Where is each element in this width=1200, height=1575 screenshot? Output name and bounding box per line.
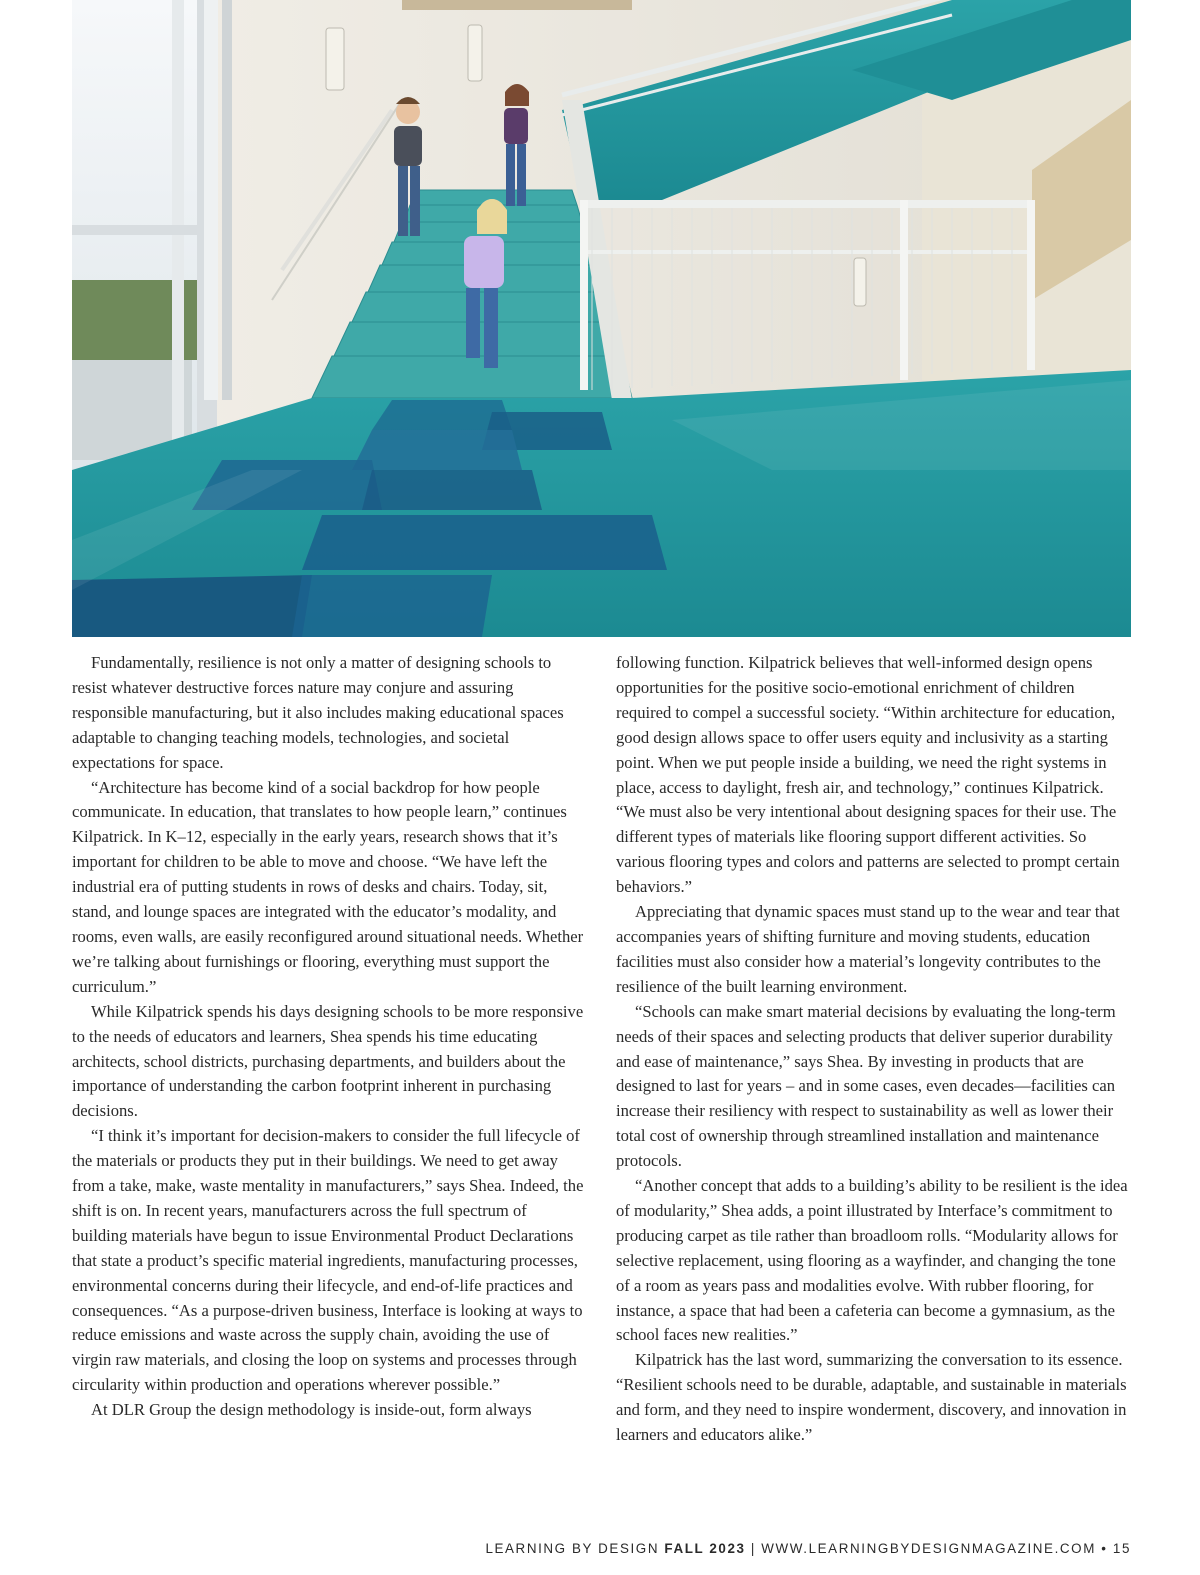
child-figure-1	[394, 97, 422, 236]
paragraph: At DLR Group the design methodology is inside-out, form always	[91, 1400, 532, 1420]
page-footer	[0, 1541, 1131, 1556]
website-link[interactable]: WWW.LEARNINGBYDESIGNMAGAZINE.COM	[761, 1541, 1096, 1556]
paragraph: Fundamentally, resilience is not only a matter of designing schools to resist whatever destructive forces nature may conjure and assuring responsible manufacturing, but it also includes making educational spaces adaptable to changing teaching models, technologies, and societal expectations for space.	[72, 653, 564, 772]
stairwell-illustration	[72, 0, 1131, 637]
paragraph: “I think it’s important for decision-makers to consider the full lifecycle of the materials or products they put in their buildings. We need to get away from a take, make, waste mentality in manufacturers,” says Shea. Indeed, the shift is on. In recent years, manufacturers across the full spectrum of building materials have begun to issue Environmental Product Declarations that state a product’s specific material ingredients, manufacturing processes, environmental concerns during their lifecycle, and end-of-life practices and consequences. “As a purpose-driven business, Interface is looking at ways to reduce emissions and waste across the supply chain, avoiding the use of virgin raw materials, and closing the loop on systems and processes through circularity within production and operations wherever possible.”	[72, 1126, 584, 1395]
paragraph: Kilpatrick has the last word, summarizing the conversation to its essence. “Resilient schools need to be durable, adaptable, and sustainable in materials and form, and they need to inspire wonderment, discovery, and innovation in learners and educators alike.”	[616, 1350, 1127, 1445]
separator: |	[745, 1541, 762, 1556]
issue-label: FALL 2023	[664, 1541, 746, 1556]
bullet: •	[1095, 1541, 1113, 1556]
paragraph: “Another concept that adds to a building’s ability to be resilient is the idea of modularity,” Shea adds, a point illustrated by Interface’s commitment to producing carpet as tile rather than broadloom rolls. “Modularity allows for selective replacement, using flooring as a wayfinder, and changing the tone of a room as years pass and modalities evolve. With rubber flooring, for instance, a space that had been a cafeteria can become a gymnasium, as the school faces new realities.”	[616, 1176, 1128, 1345]
paragraph: “Architecture has become kind of a social backdrop for how people communicate. In education, that translates to how people learn,” continues Kilpatrick. In K–12, especially in the early years, research shows that it’s important for children to be able to move and choose. “We have left the industrial era of putting students in rows of desks and chairs. Today, sit, stand, and lounge spaces are integrated with the educator’s modality, and rooms, even walls, are easily reconfigured around situational needs. Whether we’re talking about furnishings or flooring, everything must support the curriculum.”	[72, 777, 584, 996]
hero-photo	[72, 0, 1131, 637]
paragraph: “Schools can make smart material decisions by evaluating the long-term needs of their spaces and selecting products that deliver superior durability and ease of maintenance,” says Shea. By investing in products that are designed to last for years – and in some cases, even decades—facilities can increase their resiliency with respect to sustainability as well as lower their total cost of ownership through streamlined installation and maintenance protocols.	[616, 1001, 1116, 1171]
article-column-right	[616, 651, 1131, 1448]
page-number: 15	[1112, 1541, 1131, 1556]
article-column-left	[72, 651, 585, 1423]
paragraph: following function. Kilpatrick believes that well-informed design opens opportunities for the positive socio-emotional enrichment of children required to compel a successful society. “Within architecture for education, good design allows space to offer users equity and inclusivity as a starting point. When we put people inside a building, we need the right systems in place, access to daylight, fresh air, and technology,” continues Kilpatrick. “We must also be very intentional about designing spaces for their use. The different types of materials like flooring support different activities. So various flooring types and colors and patterns are selected to prompt certain behaviors.”	[616, 653, 1120, 897]
paragraph: While Kilpatrick spends his days designing schools to be more responsive to the needs of educators and learners, Shea spends his time educating architects, school districts, purchasing departments, and builders about the importance of understanding the carbon footprint inherent in purchasing decisions.	[72, 1001, 584, 1121]
magazine-name: LEARNING BY DESIGN	[485, 1541, 665, 1556]
paragraph: Appreciating that dynamic spaces must stand up to the wear and tear that accompanies years of shifting furniture and moving students, education facilities must also consider how a material’s longevity contributes to the resilience of the built learning environment.	[616, 902, 1120, 996]
